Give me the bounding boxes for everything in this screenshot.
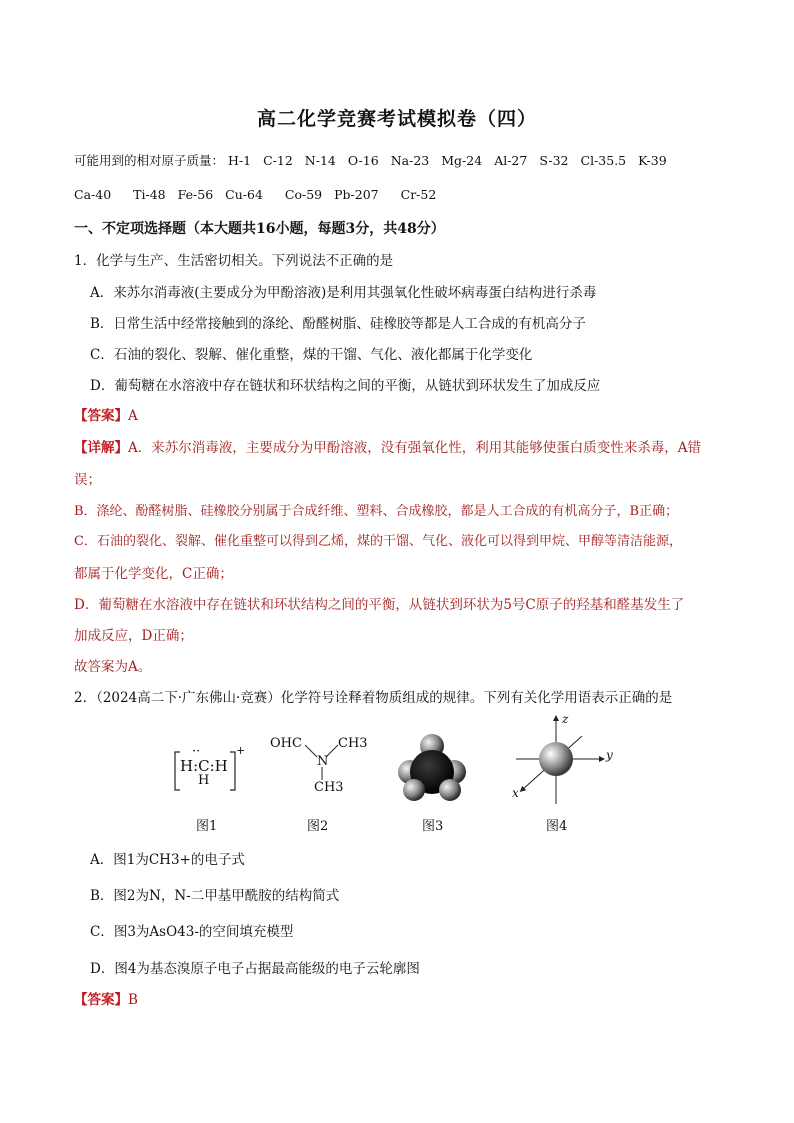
figure-3-caption: 图3 [422, 819, 444, 834]
question-1-option-c: C．石油的裂化、裂解、催化重整，煤的干馏、气化、液化都属于化学变化 [90, 347, 533, 363]
figure-3-space-filling-model [392, 728, 472, 808]
figure-4-caption: 图4 [546, 819, 568, 834]
figure-4-orbital: z y x [510, 714, 620, 806]
question-2-option-a: A．图1为CH3+的电子式 [90, 852, 245, 868]
question-1-option-b: B．日常生活中经常接触到的涤纶、酚醛树脂、硅橡胶等都是人工合成的有机高分子 [90, 316, 586, 332]
question-2-option-c: C．图3为AsO43-的空间填充模型 [90, 924, 294, 940]
figure-2-caption: 图2 [307, 819, 329, 834]
atomic-mass-intro: 可能用到的相对原子质量： [74, 153, 225, 168]
atomic-mass-row-2: Ca-40 Ti-48 Fe-56 Cu-64 Co-59 Pb-207 Cr-52 [74, 187, 437, 202]
figure-2-structure: OHC N CH3 CH3 [268, 736, 368, 806]
question-2-stem: 2．（2024高二下·广东佛山·竞赛）化学符号诠释着物质组成的规律。下列有关化学用语表示正确的是 [74, 690, 673, 706]
figure-1-electron-formula: ·· H:C:H H + [172, 748, 252, 798]
question-2-option-d: D．图4为基态溴原子电子占据最高能级的电子云轮廓图 [90, 961, 420, 977]
question-1-option-a: A．来苏尔消毒液(主要成分为甲酚溶液)是利用其强氧化性破坏病毒蛋白结构进行杀毒 [90, 285, 597, 301]
question-2-answer: 【答案】B [74, 992, 138, 1008]
question-2-option-b: B．图2为N，N-二甲基甲酰胺的结构简式 [90, 888, 340, 904]
figure-3-spheres [392, 728, 472, 808]
question-1-answer: 【答案】A [74, 408, 138, 424]
question-1-detail-line-8: 故答案为A。 [74, 659, 152, 675]
page-title: 高二化学竞赛考试模拟卷（四） [256, 108, 537, 130]
figure-1-caption: 图1 [196, 819, 218, 834]
question-1-detail-line-2: 误； [74, 472, 101, 488]
question-1-option-d: D．葡萄糖在水溶液中存在链状和环状结构之间的平衡，从链状到环状发生了加成反应 [90, 378, 601, 394]
question-1-detail-line-4: C．石油的裂化、裂解、催化重整可以得到乙烯，煤的干馏、气化、液化可以得到甲烷、甲醇等清洁能源， [74, 534, 682, 549]
figure-4-axes [510, 714, 620, 806]
question-1-detail-line-6: D．葡萄糖在水溶液中存在链状和环状结构之间的平衡，从链状到环状为5号C原子的羟基和醛基发生了 [74, 597, 685, 613]
question-1-stem: 1．化学与生产、生活密切相关。下列说法不正确的是 [74, 253, 394, 269]
atomic-mass-row-1: 可能用到的相对原子质量： H-1 C-12 N-14 O-16 Na-23 Mg-24 Al-27 S-32 Cl-35.5 K-39 [74, 153, 667, 168]
question-1-detail-line-1: 【详解】A．来苏尔消毒液，主要成分为甲酚溶液，没有强氧化性，利用其能够使蛋白质变性来杀毒，A错 [74, 440, 701, 456]
question-1-detail-line-7: 加成反应，D正确； [74, 628, 193, 644]
section-heading: 一、不定项选择题（本大题共16小题，每题3分，共48分） [74, 221, 445, 237]
question-1-detail-line-3: B．涤纶、酚醛树脂、硅橡胶分别属于合成纤维、塑料、合成橡胶，都是人工合成的有机高分子，B正确； [74, 504, 679, 519]
question-1-detail-line-5: 都属于化学变化，C正确； [74, 566, 233, 582]
